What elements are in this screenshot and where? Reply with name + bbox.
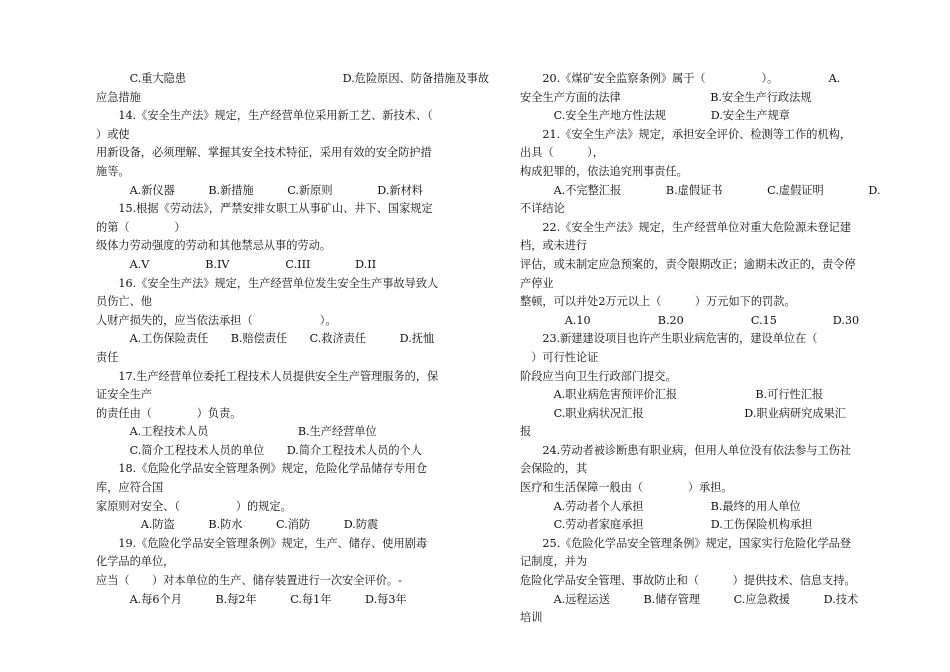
text-line: 评估，或未制定应急预案的，责令限期改正；逾期未改正的，责令停 <box>520 257 856 271</box>
text-line: 应急措施 <box>96 90 141 104</box>
text-line: ）或使 <box>96 127 130 141</box>
text-line: 证安全生产 <box>96 388 152 402</box>
text-line: 产停业 <box>520 276 554 290</box>
text-line: A.劳动者个人承担 B.最终的用人单位 <box>520 499 801 513</box>
text-line: 24.劳动者被诊断患有职业病，但用人单位没有依法参与工伤社 <box>520 443 852 457</box>
text-line: 17.生产经营单位委托工程技术人员提供安全生产管理服务的，保 <box>96 369 439 383</box>
text-line: 阶段应当向卫生行政部门提交。 <box>520 369 677 383</box>
text-line: 库，应符合国 <box>96 481 164 495</box>
text-line: 报 <box>520 425 532 439</box>
text-line: 构成犯罪的，依法追究刑事责任。 <box>520 164 688 178</box>
text-line: A.新仪器 B.新措施 C.新原则 D.新材料 <box>96 183 423 197</box>
text-line: A.每6个月 B.每2年 C.每1年 D.每3年 <box>96 592 407 606</box>
text-line: ）可行性论证 <box>520 350 599 364</box>
left-column <box>96 70 490 609</box>
text-line: 21.《安全生产法》规定，承担安全评价、检测等工作的机构， <box>520 127 852 141</box>
text-line: 19.《危险化学品安全管理条例》规定，生产、储存、使用剧毒 <box>96 536 428 550</box>
text-line: A.10 B.20 C.15 D.30 <box>520 313 860 327</box>
text-line: A.职业病危害预评价汇报 B.可行性汇报 <box>520 388 824 402</box>
text-line: 危险化学品安全管理、事故防止和（ ）提供技术、信息支持。 <box>520 574 856 588</box>
text-line: A.V B.IV C.III D.II <box>96 257 377 271</box>
text-line: C.简介工程技术人员的单位 D.简介工程技术人员的个人 <box>96 443 422 457</box>
text-line: 记制度，并为 <box>520 555 588 569</box>
text-line: 化学品的单位， <box>96 555 175 569</box>
text-line: 23.新建建设项目也许产生职业病危害的，建设单位在（ <box>520 332 818 346</box>
text-line: A.不完整汇报 B.虚假证书 C.虚假证明 D. <box>520 183 881 197</box>
text-line: 的责任由（ ）负责。 <box>96 406 242 420</box>
text-line: 14.《安全生产法》规定，生产经营单位采用新工艺、新技术、（ <box>96 109 433 123</box>
text-line: 25.《危险化学品安全管理条例》规定，国家实行危险化学品登 <box>520 536 852 550</box>
text-line: 用新设备，必须理解、掌握其安全技术特征，采用有效的安全防护措 <box>96 146 432 160</box>
right-column <box>520 70 881 628</box>
text-line: 安全生产方面的法律 B.安全生产行政法规 <box>520 90 812 104</box>
text-line: C.劳动者家庭承担 D.工伤保险机构承担 <box>520 518 813 532</box>
text-line: 档，或未进行 <box>520 239 588 253</box>
text-line: 会保险的，其 <box>520 462 588 476</box>
text-line: 家原则对安全、（ ）的规定。 <box>96 499 292 513</box>
text-line: 整顿，可以并处2万元以上（ ）万元如下的罚款。 <box>520 295 796 309</box>
text-line: 18.《危险化学品安全管理条例》规定，危险化学品储存专用仓 <box>96 462 428 476</box>
text-line: 培训 <box>520 611 543 625</box>
text-line: 级体力劳动强度的劳动和其他禁忌从事的劳动。 <box>96 239 331 253</box>
text-line: A.工伤保险责任 B.赔偿责任 C.救济责任 D.抚恤 <box>96 332 435 346</box>
text-line: 人财产损失的，应当依法承担（ ）。 <box>96 313 337 327</box>
text-line: A.防盗 B.防水 C.消防 D.防震 <box>96 518 379 532</box>
text-line: 16.《安全生产法》规定，生产经营单位发生安全生产事故导致人 <box>96 276 439 290</box>
text-line: 出具（ ）， <box>520 146 604 160</box>
text-line: 20.《煤矿安全监察条例》属于（ ）。 A. <box>520 72 841 85</box>
text-line: C.重大隐患 D.危险原因、防备措施及事故 <box>96 72 490 85</box>
text-line: 医疗和生活保障一般由（ ）承担。 <box>520 481 733 495</box>
text-line: C.职业病状况汇报 D.职业病研究成果汇 <box>520 406 846 420</box>
text-line: 施等。 <box>96 164 130 178</box>
text-line: 的第（ ） <box>96 220 186 234</box>
text-line: A.远程运送 B.储存管理 C.应急救援 D.技术 <box>520 592 859 606</box>
text-line: 不详结论 <box>520 202 565 216</box>
text-line: 22.《安全生产法》规定，生产经营单位对重大危险源未登记建 <box>520 220 852 234</box>
text-line: 15.根据《劳动法》，严禁安排女职工从事矿山、井下、国家规定 <box>96 202 433 216</box>
text-line: 责任 <box>96 350 119 364</box>
text-line: 应当（ ）对本单位的生产、储存装置进行一次安全评价。- <box>96 574 402 588</box>
text-line: A.工程技术人员 B.生产经营单位 <box>96 425 377 439</box>
text-line: 员伤亡、他 <box>96 295 152 309</box>
text-line: C.安全生产地方性法规 D.安全生产规章 <box>520 109 790 123</box>
